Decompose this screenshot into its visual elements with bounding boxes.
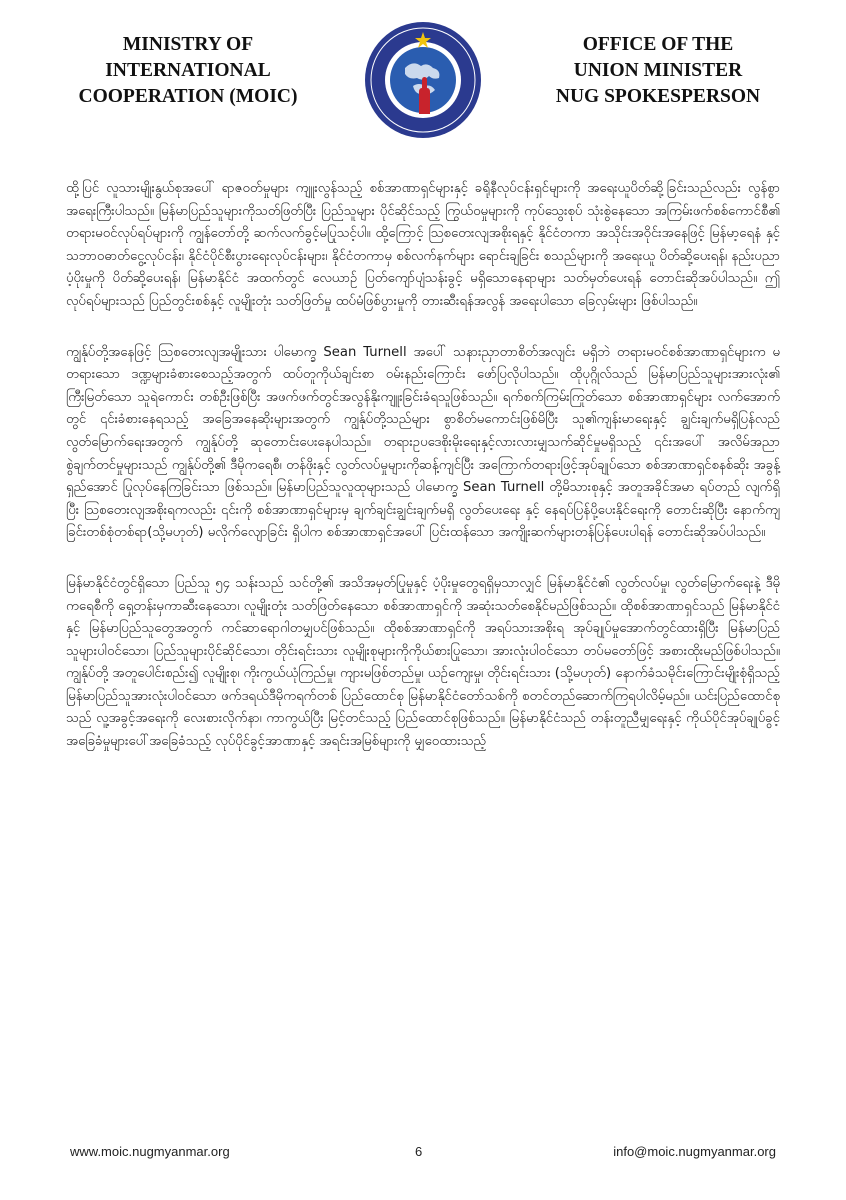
footer-email-link[interactable]: info@moic.nugmyanmar.org [613, 1144, 776, 1159]
page-footer [70, 1144, 776, 1164]
footer-website-link[interactable]: www.moic.nugmyanmar.org [70, 1144, 230, 1159]
ministry-seal-icon [363, 20, 483, 140]
ministry-name [58, 32, 318, 110]
ministry-name-line: COOPERATION (MOIC) [78, 86, 298, 107]
body-paragraph: မြန်မာနိုင်ငံတွင်ရှိသော ပြည်သူ ၅၄ သန်းသည် သင်တို့၏ အသိအမှတ်ပြုမှုနှင့် ပံ့ပိုးမှုတွေရရှိမှသာလျှင် မြန်မာနိုင်ငံ၏ လွတ်လပ်မှု၊ လွတ်မြောက်ရေးနဲ့ ဒီမိုကရေစီကို ရှေ့တန်းမှကာဆီးနေသော၊ လူမျိုးတုံး သတ်ဖြတ်နေသော စစ်အာဏာရှင်ကို အဆုံးသတ်စေနိုင်မည်ဖြစ်သည်။ ထိုစစ်အာဏာရှင်သည် မြန်မာနိုင်ငံနှင့် မြန်မာပြည်သူတွေအတွက် ကင်ဆာရောဂါတမျှပင်ဖြစ်သည်။ ထိုစစ်အာဏာရှင်ကို အရပ်သားအစိုးရ အုပ်ချုပ်မှုအောက်တွင်ထားရှိပြီး မြန်မာပြည်သူများပါဝင်သော၊ ပြည်သူများပိုင်ဆိုင်သော၊ တိုင်းရင်းသား လူမျိုးစုများကိုကိုယ်စားပြုသော၊ အားလုံးပါဝင်သော တပ်မတော်ဖြင့် အစားထိုးမည်ဖြစ်ပါသည်။ ကျွန်ုပ်တို့ အတူပေါင်းစည်း၍ လူမျိုးစု၊ ကိုးကွယ်ယုံကြည်မှု၊ ကျားမဖြစ်တည်မှု၊ ယဉ်ကျေးမှု၊ တိုင်းရင်းသား (သို့မဟုတ်) နောက်ခံသမိုင်းကြောင်းမျိုးစုံရှိသည့် မြန်မာပြည်သူအားလုံးပါဝင်သော ဖက်ဒရယ်ဒီမိုကရက်တစ် ပြည်ထောင်စု မြန်မာနိုင်ငံတော်သစ်ကို စတင်တည်ဆောက်ကြရပါလိမ့်မည်။ ယင်းပြည်ထောင်စုသည် လူ့အခွင့်အရေးကို လေးစားလိုက်နာ၊ ကာကွယ်ပြီး မြင့်တင်သည့် ပြည်ထောင်စုဖြစ်သည်။ မြန်မာနိုင်ငံသည် တန်းတူညီမျှရေးနှင့် ကိုယ်ပိုင်အုပ်ချုပ်ခွင့် အခြေခံမှုများပေါ်အခြေခံသည့် လုပ်ပိုင်ခွင့်အာဏာနှင့် အရင်းအမြစ်များကို မျှဝေထားသည့် [66, 575, 780, 750]
page-number: 6 [415, 1144, 423, 1159]
ministry-name-line: MINISTRY OF [122, 34, 254, 55]
letterhead [0, 0, 846, 150]
office-name-line: NUG SPOKESPERSON [555, 86, 761, 107]
ministry-name-line: INTERNATIONAL [105, 60, 271, 81]
office-name-line: UNION MINISTER [573, 60, 743, 81]
office-name-line: OFFICE OF THE [582, 34, 734, 55]
body-paragraph: ထို့ပြင် လူသားမျိုးနွယ်စုအပေါ် ရာဇဝတ်မှုများ ကျူးလွန်သည့် စစ်အာဏာရှင်များနှင့် ခရိုနီလုပ်ငန်းရှင်များကို အရေးယူပိတ်ဆို့ခြင်းသည်လည်း လွန်စွာ အရေးကြီးပါသည်။ မြန်မာပြည်သူများကိုသတ်ဖြတ်ပြီး ပြည်သူများ ပိုင်ဆိုင်သည့် ကြွယ်ဝမှုများကို ကုပ်သွေးစုပ် သုံးစွဲနေသော အကြမ်းဖက်စစ်ကောင်စီ၏ တရားမဝင်လုပ်ရပ်များကို ကျွန်တော်တို့ ဆက်လက်ခွင့်မပြုသင့်ပါ။ ထို့ကြောင့် ဩစတေးလျအစိုးရနှင့် နိုင်ငံတကာ အသိုင်းအဝိုင်းအနေဖြင့် မြန်မာ့ရေနံ နှင့် သဘာဝဓာတ်ငွေ့လုပ်ငန်း၊ နိုင်ငံပိုင်စီးပွားရေးလုပ်ငန်းများ၊ နိုင်ငံတကာမှ စစ်လက်နက်များ ရောင်းချခြင်း စသည်များကို အရေးယူ ပိတ်ဆို့ပေးရန်၊ နည်းပညာပံ့ပိုးမှုကို ပိတ်ဆို့ပေးရန်၊ မြန်မာနိုင်ငံ အထက်တွင် လေယာဉ် ပြတ်ကျော်ပျံသန်းခွင့် မရှိသောနေရာများ သတ်မှတ်ပေးရန် တောင်းဆိုအပ်ပါသည်။ ဤလုပ်ရပ်များသည် ပြည်တွင်းစစ်နှင့် လူမျိုးတုံး သတ်ဖြတ်မှု ထပ်မံဖြစ်ပွားမှုကို တားဆီးရန်အလွန် အရေးပါသော ခြေလှမ်းများ ဖြစ်ပါသည်။ [66, 181, 780, 309]
body-paragraph: ကျွန်ုပ်တို့အနေဖြင့် ဩစတေးလျအမျိုးသား ပါမောက္ခ Sean Turnell အပေါ် သနားညှာတာစိတ်အလျင်း မရှိဘဲ တရားမဝင်စစ်အာဏာရှင်များက မတရားသော ဒဏ္ဍများခံစားစေသည့်အတွက် ထပ်တူကိုယ်ချင်းစာ ဝမ်းနည်းကြောင်း ဖော်ပြလိုပါသည်။ ထိုပုဂ္ဂိုလ်သည် မြန်မာပြည်သူများအားလုံး၏ ကြီးမြတ်သော သူရဲကောင်း တစ်ဦးဖြစ်ပြီး အဖက်ဖက်တွင်အလွန်နိုးကျူးခြင်းခံရသူဖြစ်သည်။ ရက်စက်ကြမ်းကြုတ်သော စစ်အာဏာရှင်များ လက်အောက်တွင် ၎င်းခံစားနေရသည့် အခြေအနေဆိုးများအတွက် ကျွန်ုပ်တို့သည်များ စွာစိတ်မကောင်းဖြစ်မိပြီး သူ၏ကျန်းမာရေးနှင့် ချွင်းချက်မရှိပြန်လည်လွတ်မြောက်ရေးအတွက် ကျွန်ုပ်တို့ ဆုတောင်းပေးနေပါသည်။ တရားဥပဒေစိုးမိုးရေးနှင့်လားလားမျှသက်ဆိုင်မှုမရှိသည့် ၎င်းအပေါ် အလိမ်အညာစွဲချက်တင်မှုများသည် ကျွန်ုပ်တို့၏ ဒီမိုကရေစီ၊ တန်ဖိုးနှင့် လွတ်လပ်မှုများကိုဆန့်ကျင်ပြီး အကြောက်တရားဖြင့်အုပ်ချုပ်သော စစ်အာဏာရှင်စနစ်ဆိုး အခွန့်ရှည်အောင် ပြုလုပ်နေကြခြင်းသာ ဖြစ်သည်။ မြန်မာပြည်သူလူထုများသည် ပါမောက္ခ Sean Turnell တို့မိသားစုနှင့် အတူအခိုင်အမာ ရပ်တည် လျက်ရှိပြီး ဩစတေးလျအစိုးရကလည်း ၎င်းကို စစ်အာဏာရှင်များမှ ချက်ချင်းချွင်းချက်မရှိ လွတ်ပေးရေး နှင့် နေရပ်ပြန်ပို့ပေးနိုင်ရေးကို တောင်းဆိုပြီး နောက်ကျခြင်းတစ်စုံတစ်ရာ(သို့မဟုတ်) မလိုက်လျောခြင်း ရှိပါက စစ်အာဏာရှင်အပေါ် ပြင်းထန်သော အကျိုးဆက်များတန်ပြန်ပေးပါရန် တောင်းဆိုအပ်ပါသည်။ [66, 344, 780, 541]
letter-body [66, 178, 780, 782]
office-name [528, 32, 788, 110]
